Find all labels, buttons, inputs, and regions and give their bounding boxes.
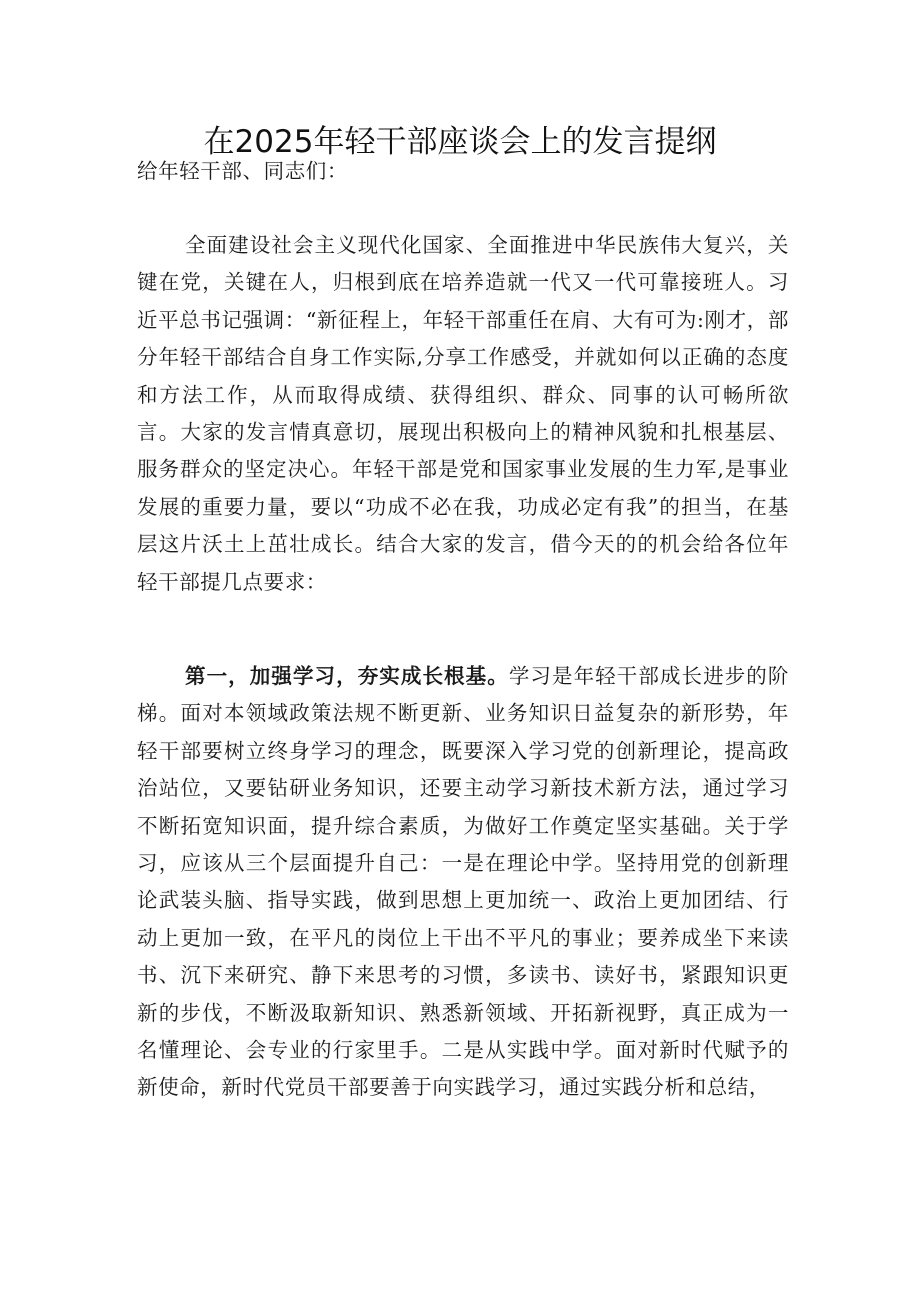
paragraph-first-point-text: 学习是年轻干部成长进步的阶梯。面对本领域政策法规不断更新、业务知识日益复杂的新形势，年轻干部要树立终身学习的理念，既要深入学习党的创新理论，提高政治站位，又要钻研业务知识，还要主动学习新技术新方法，通过学习不断拓宽知识面，提升综合素质，为做好工作奠定坚实基础。关于学习，应该从三个层面提升自己：一是在理论中学。坚持用党的创新理论武装头脑、指导实践，做到思想上更加统一、政治上更加团结、行动上更加一致，在平凡的岗位上干出不平凡的事业；要养成坐下来读书、沉下来研究、静下来思考的习惯，多读书、读好书，紧跟知识更新的步伐，不断汲取新知识、熟悉新领域、开拓新视野，真正成为一名懂理论、会专业的行家里手。二是从实践中学。面对新时代赋予的新使命，新时代党员干部要善于向实践学习，通过实践分析和总结， [137,664,789,1100]
paragraph-first-point-heading: 第一，加强学习，夯实成长根基。 [185,664,509,688]
paragraph-intro [137,227,789,601]
paragraph-intro-text: 全面建设社会主义现代化国家、全面推进中华民族伟大复兴，关键在党，关键在人，归根到底在培养造就一代又一代可靠接班人。习近平总书记强调：“新征程上，年轻干部重任在肩、大有可为:刚才，部分年轻干部结合自身工作实际,分享工作感受，并就如何以正确的态度和方法工作，从而取得成绩、获得组织、群众、同事的认可畅所欲言。大家的发言情真意切，展现出积极向上的精神风貌和扎根基层、服务群众的坚定决心。年轻干部是党和国家事业发展的生力军,是事业发展的重要力量，要以“功成不必在我，功成必定有我”的担当，在基层这片沃土上茁壮成长。结合大家的发言，借今天的的机会给各位年轻干部提几点要求： [137,233,789,594]
paragraph-first-point [137,658,789,1107]
salutation: 给年轻干部、同志们： [137,159,348,183]
document-title: 在2025年轻干部座谈会上的发言提纲 [203,124,717,160]
